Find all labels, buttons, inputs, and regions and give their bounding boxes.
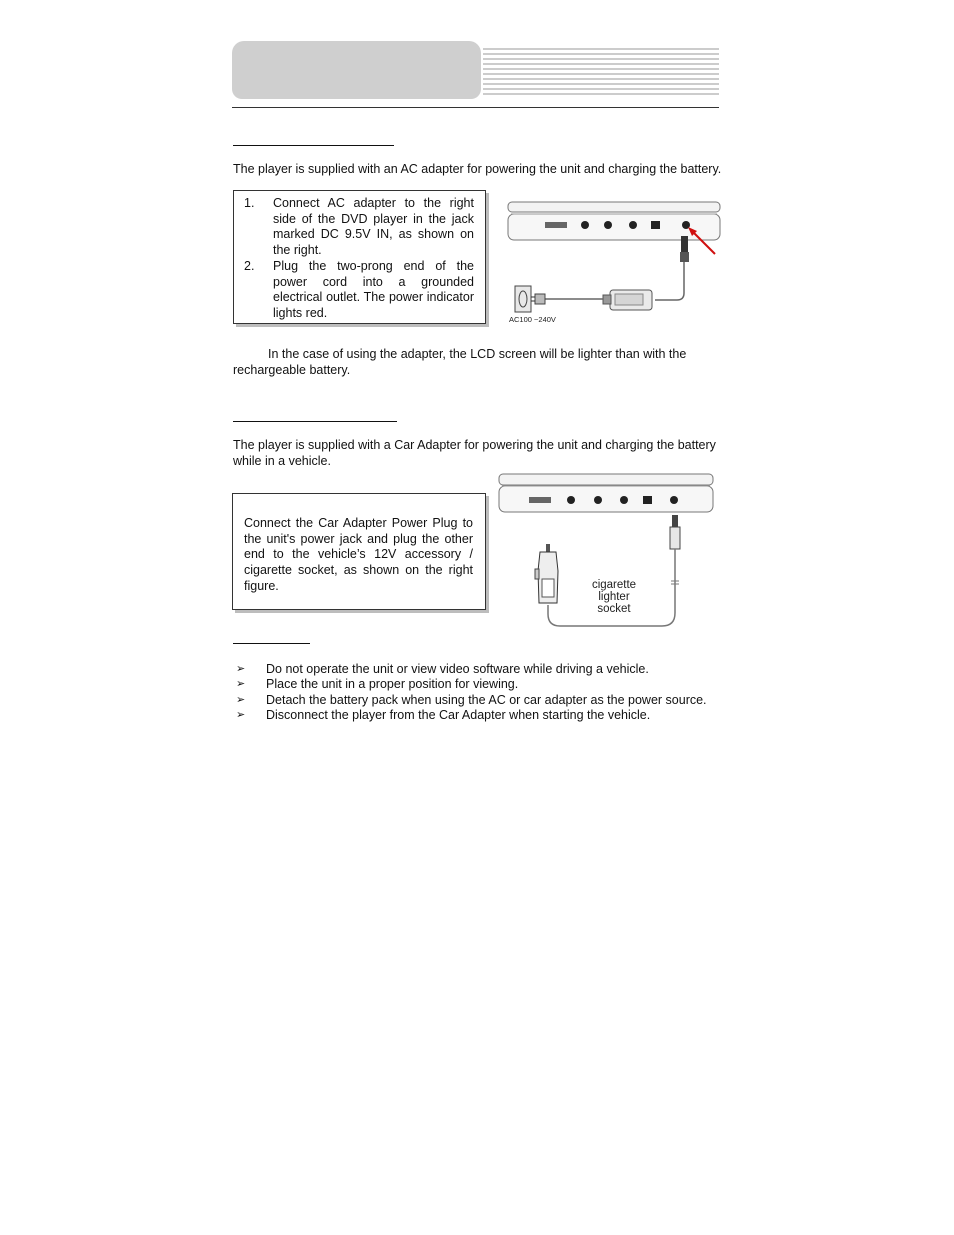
ac-intro: The player is supplied with an AC adapter for powering the unit and charging the battery. (233, 162, 722, 176)
car-instruction: Connect the Car Adapter Power Plug to the unit's power jack and plug the other end to the vehicle’s 12V accessory / cigarette socket, as shown on the right figure. (244, 516, 473, 593)
bullet-arrow-icon: ➢ (236, 678, 246, 690)
warning-text: Detach the battery pack when using the AC or car adapter as the power source. (266, 693, 707, 707)
ac-adapter-figure (505, 198, 723, 326)
ac-steps-box (233, 190, 486, 324)
warning-text: Do not operate the unit or view video software while driving a vehicle. (266, 662, 649, 676)
header-stripes (483, 47, 719, 99)
car-adapter-figure (496, 471, 716, 631)
step-text: Plug the two-prong end of the power cord into a grounded electrical outlet. The power indicator lights red. (273, 259, 474, 321)
bullet-arrow-icon: ➢ (236, 709, 246, 721)
step-text: Connect AC adapter to the right side of the DVD player in the jack marked DC 9.5V IN, as shown on the right. (273, 196, 474, 258)
header-rule (232, 107, 719, 108)
car-instruction-box (232, 493, 486, 610)
warning-heading-underline (233, 643, 310, 644)
car-figure-label-line-3: socket (597, 603, 631, 615)
chapter-header-tab (232, 41, 481, 99)
warning-text: Place the unit in a proper position for viewing. (266, 677, 519, 691)
ac-note-text: In the case of using the adapter, the LCD screen will be lighter than with the rechargeable battery. (233, 347, 687, 377)
bullet-arrow-icon: ➢ (236, 694, 246, 706)
step-number: 1. (244, 196, 255, 210)
car-intro: The player is supplied with a Car Adapter for powering the unit and charging the battery while in a vehicle. (233, 438, 716, 468)
step-number: 2. (244, 259, 255, 273)
ac-section-heading-underline (233, 145, 394, 146)
ac-note (233, 347, 723, 378)
car-figure-label-line-1: cigarette (591, 579, 637, 591)
ac-figure-label: AC100 ~240V (509, 315, 556, 324)
bullet-arrow-icon: ➢ (236, 663, 246, 675)
warning-text: Disconnect the player from the Car Adapter when starting the vehicle. (266, 708, 651, 722)
car-figure-label-line-2: lighter (598, 591, 630, 603)
car-section-heading-underline (233, 421, 397, 422)
